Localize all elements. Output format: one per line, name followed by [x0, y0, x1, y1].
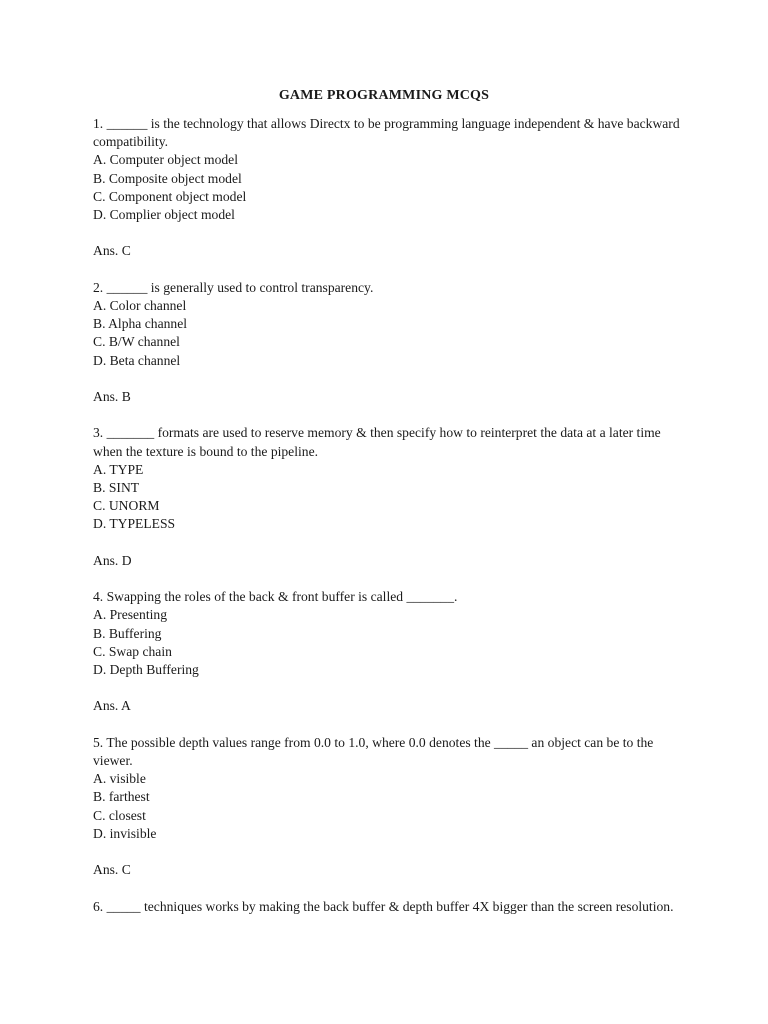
question-1: [93, 115, 683, 261]
option-b: B. Buffering: [93, 625, 162, 641]
answer-text: Ans. C: [93, 243, 131, 259]
option-c: C. Component object model: [93, 188, 247, 204]
option-a: A. Presenting: [93, 607, 168, 623]
answer-text: Ans. D: [93, 552, 132, 568]
option-c: C. B/W channel: [93, 334, 180, 350]
option-b: B. farthest: [93, 789, 150, 805]
option-list: [93, 461, 683, 534]
answer-text: Ans. B: [93, 389, 131, 404]
question-2: [93, 279, 683, 406]
option-d: D. Beta channel: [93, 352, 181, 368]
question-4: [93, 588, 683, 715]
option-c: C. Swap chain: [93, 643, 172, 659]
question-5: [93, 734, 683, 880]
page-title: GAME PROGRAMMING MCQS: [278, 88, 490, 103]
option-d: D. invisible: [93, 825, 157, 841]
option-b: B. Alpha channel: [93, 316, 188, 332]
answer-text: Ans. C: [93, 862, 131, 878]
option-a: A. visible: [93, 771, 146, 787]
question-list: [93, 115, 683, 934]
option-b: B. Composite object model: [93, 170, 242, 186]
question-stem: 4. Swapping the roles of the back & front buffer is called _______.: [93, 589, 458, 605]
option-a: A. TYPE: [93, 461, 144, 477]
option-c: C. UNORM: [93, 498, 160, 514]
answer-text: Ans. A: [93, 698, 131, 714]
option-d: D. Complier object model: [93, 207, 235, 223]
question-stem: 2. ______ is generally used to control transparency.: [93, 279, 374, 295]
option-a: A. Computer object model: [93, 152, 238, 168]
question-3: [93, 424, 683, 570]
option-list: [93, 151, 683, 224]
question-stem: 5. The possible depth values range from 0.0 to 1.0, where 0.0 denotes the _____ an object can be to the viewer.: [93, 734, 654, 768]
option-c: C. closest: [93, 807, 146, 823]
option-d: D. TYPELESS: [93, 516, 176, 532]
option-list: [93, 297, 683, 370]
question-stem: 6. _____ techniques works by making the back buffer & depth buffer 4X bigger than the screen resolution.: [93, 898, 674, 914]
option-list: [93, 770, 683, 843]
option-b: B. SINT: [93, 480, 140, 495]
option-d: D. Depth Buffering: [93, 662, 199, 677]
option-list: [93, 606, 683, 679]
option-a: A. Color channel: [93, 298, 187, 313]
question-6: [93, 898, 683, 916]
question-stem: 3. _______ formats are used to reserve memory & then specify how to reinterpret the data at a later time when the texture is bound to the pipeline.: [93, 425, 661, 459]
question-stem: 1. ______ is the technology that allows Directx to be programming language independent & have backward compatibility.: [93, 116, 680, 150]
